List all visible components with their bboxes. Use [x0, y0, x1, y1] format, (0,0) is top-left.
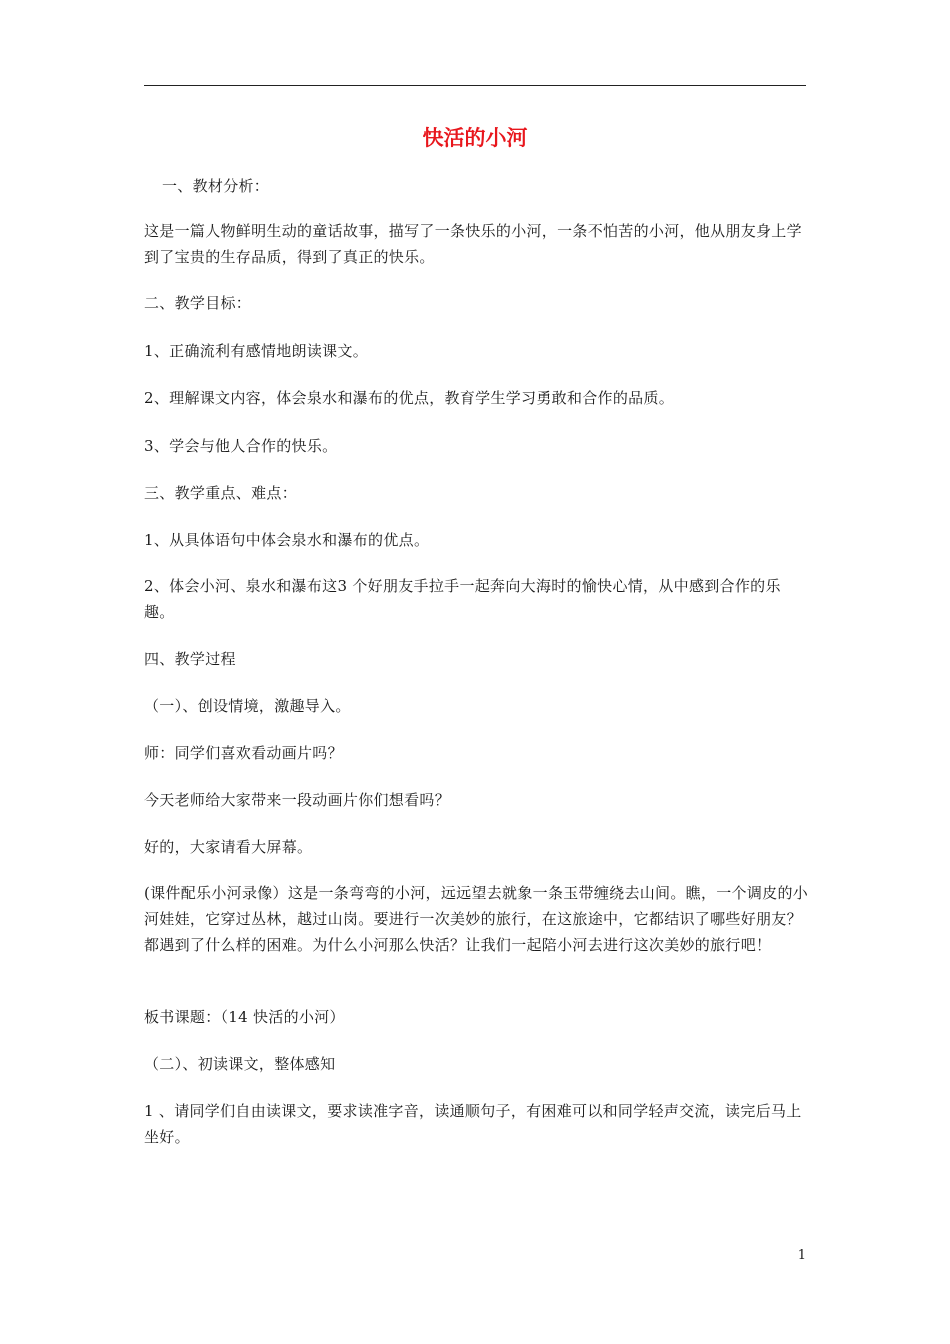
header-rule — [144, 85, 806, 86]
section-heading-analysis: 一、教材分析： — [162, 177, 270, 195]
paragraph-analysis: 这是一篇人物鲜明生动的童话故事，描写了一条快乐的小河，一条不怕苦的小河，他从朋友身上学到了宝贵的生存品质，得到了真正的快乐。 — [144, 222, 802, 266]
keypoint-item-2: 2、体会小河、泉水和瀑布这3 个好朋友手拉手一起奔向大海时的愉快心情，从中感到合作的乐趣。 — [144, 577, 781, 621]
goal-item-1: 1、正确流利有感情地朗读课文。 — [144, 342, 369, 360]
blackboard-title: 板书课题：（14 快活的小河） — [144, 1008, 345, 1026]
section-heading-goals: 二、教学目标： — [144, 294, 252, 312]
paragraph-video-intro: (课件配乐小河录像）这是一条弯弯的小河，远远望去就象一条玉带缠绕去山间。瞧，一个调皮的小河娃娃，它穿过丛林，越过山岗。要进行一次美妙的旅行，在这旅途中，它都结识了哪些好朋友？都遇到了什么样的困难。为什么小河那么快活？让我们一起陪小河去进行这次美妙的旅行吧！ — [144, 884, 809, 954]
dialogue-line-3: 好的，大家请看大屏幕。 — [144, 838, 313, 856]
process-step-2-heading: （二）、初读课文，整体感知 — [144, 1055, 336, 1073]
dialogue-line-1: 师：同学们喜欢看动画片吗？ — [144, 744, 343, 762]
page-title: 快活的小河 — [422, 125, 528, 150]
section-heading-process: 四、教学过程 — [144, 650, 236, 668]
goal-item-3: 3、学会与他人合作的快乐。 — [144, 437, 338, 455]
process-step-2-item-1: 1 、请同学们自由读课文，要求读准字音，读通顺句子，有困难可以和同学轻声交流，读完后马上坐好。 — [144, 1102, 802, 1146]
page-number: 1 — [797, 1248, 806, 1263]
process-step-1-heading: （一）、创设情境，激趣导入。 — [144, 697, 351, 715]
goal-item-2: 2、理解课文内容，体会泉水和瀑布的优点，教育学生学习勇敢和合作的品质。 — [144, 389, 675, 407]
dialogue-line-2: 今天老师给大家带来一段动画片你们想看吗？ — [144, 791, 451, 809]
keypoint-item-1: 1、从具体语句中体会泉水和瀑布的优点。 — [144, 531, 430, 549]
section-heading-keypoints: 三、教学重点、难点： — [144, 484, 298, 502]
